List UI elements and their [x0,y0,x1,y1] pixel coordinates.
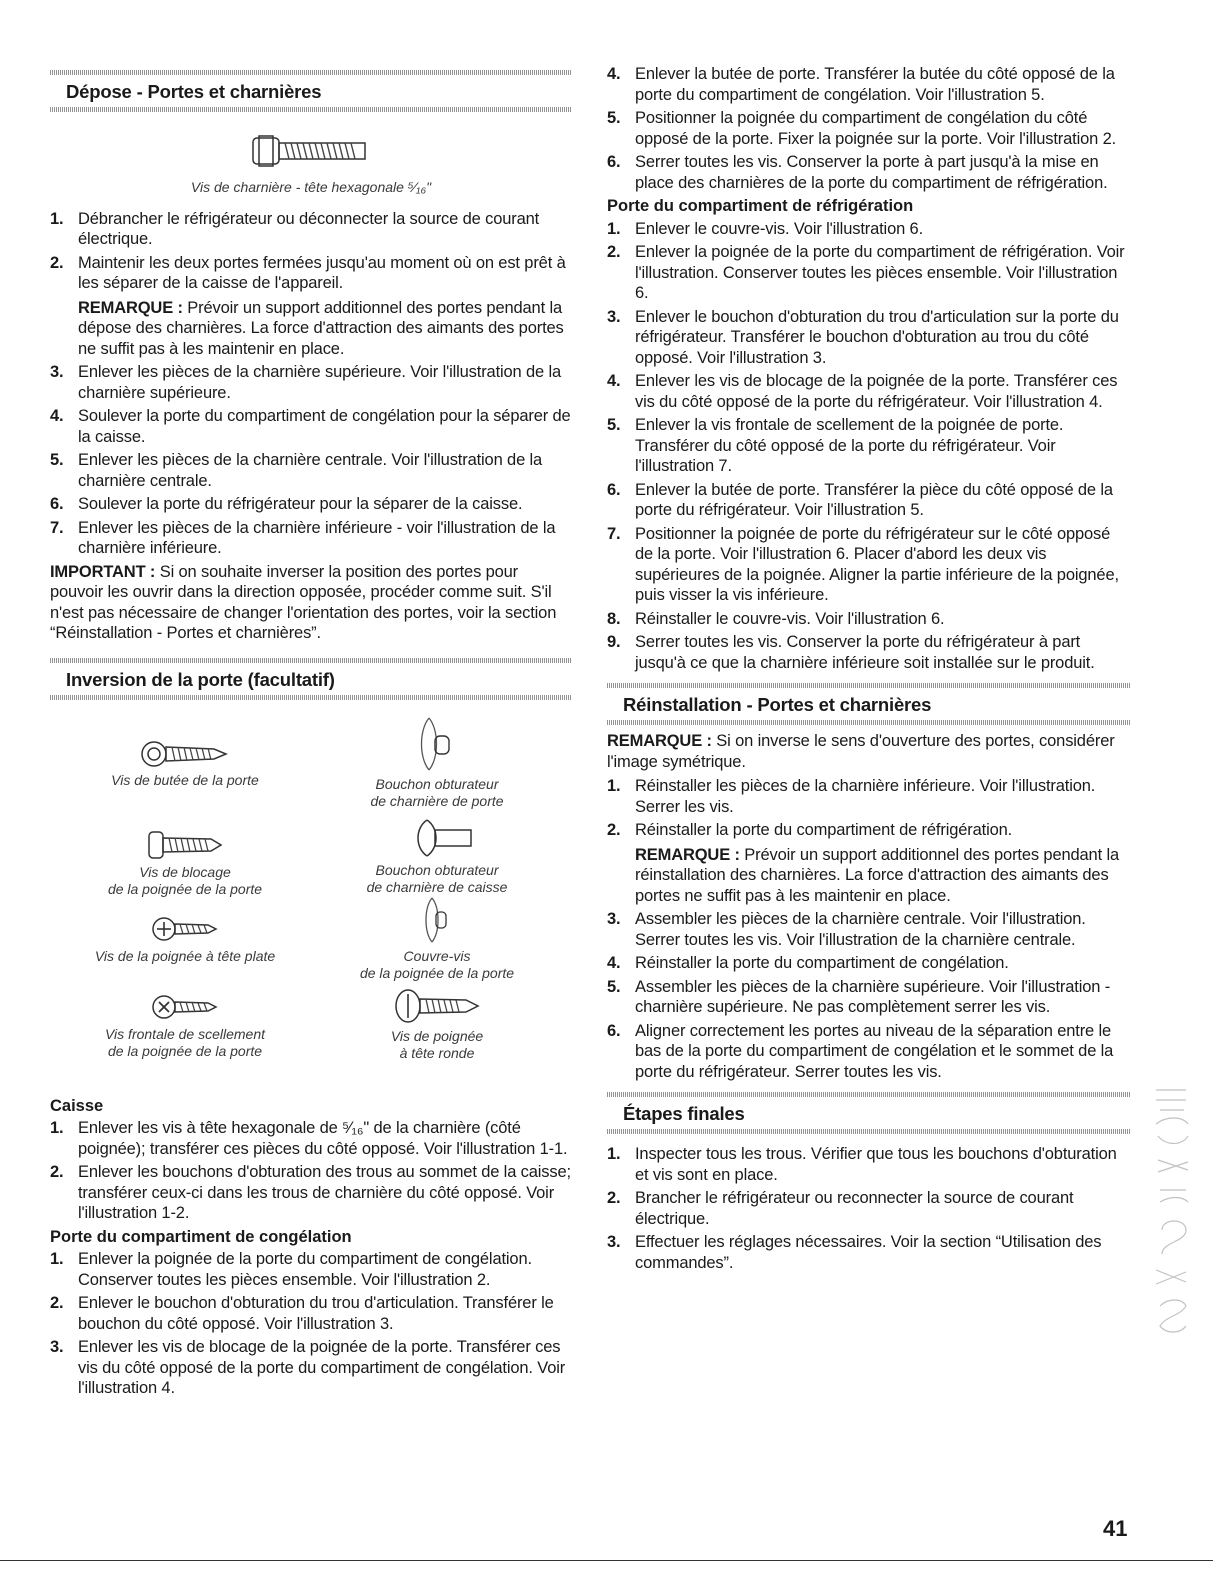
front-seal-screw-part: Vis frontale de scellement de la poignée de la porte [60,992,310,1061]
bottom-rule [0,1560,1213,1561]
door-stop-screw-icon [140,740,230,768]
door-hinge-plug-part: Bouchon obturateur de charnière de porte [312,716,562,811]
list-item: 3. Effectuer les réglages nécessaires. Voir la section “Utilisation des commandes”. [607,1233,1102,1272]
hex-hinge-screw-figure [50,134,572,197]
round-head-screw-icon [392,988,482,1024]
cabinet-plug-icon [397,818,477,858]
list-item: 5. Enlever la vis frontale de scellement de la poignée de porte. Transférer du côté opposé de la porte du réfrigérateur. Voir l'illustration 7. [607,416,1064,475]
remarque-note: REMARQUE : Prévoir un support additionnel des portes pendant la dépose des charnières. La force d'attraction des aimants des portes ne suffit pas à les maintenir en place. [78,298,564,358]
depose-title: Dépose - Portes et charnières [66,81,322,102]
section-rule [50,70,572,75]
list-item: 4. Réinstaller la porte du compartiment de congélation. [607,954,1009,972]
flat-head-handle-screw-part: Vis de la poignée à tête plate [60,914,310,966]
reinstallation-steps [607,776,1130,1082]
round-head-handle-screw-part: Vis de poignée à tête ronde [312,988,562,1063]
caisse-heading: Caisse [50,1096,104,1115]
list-item: 5. Positionner la poignée du compartiment de congélation du côté opposé de la porte. Fixer la poignée sur la porte. Voir l'illustration 2. [607,109,1117,148]
list-item: 3. Enlever les vis de blocage de la poignée de la porte. Transférer ces vis du côté opposé de la porte du compartiment de congélation. Voir l'illustration 4. [50,1338,566,1397]
list-item: 5. Enlever les pièces de la charnière centrale. Voir l'illustration de la charnière centrale. [50,451,543,490]
list-item: 6. Enlever la butée de porte. Transférer la pièce du côté opposé de la porte du réfrigérateur. Voir l'illustration 5. [607,480,1113,519]
screw-cover-icon [422,896,452,944]
reinstallation-title: Réinstallation - Portes et charnières [623,694,932,715]
list-item: 3. Enlever le bouchon d'obturation du trou d'articulation sur la porte du réfrigérateur. Transférer le bouchon d'obturation au trou du côté opposé. Voir l'illustration 3. [607,307,1119,367]
list-item: 2. Enlever les bouchons d'obturation des trous au sommet de la caisse; transférer ceux-ci dans les trous de charnière du côté opposé. Voir l'illustration 1-2. [50,1163,571,1222]
refrigeration-steps [607,219,1130,674]
side-watermark-graphic [1150,1080,1198,1350]
list-item: 1. Réinstaller les pièces de la charnière inférieure. Voir l'illustration. Serrer les vis. [607,777,1096,816]
list-item: 2. Maintenir les deux portes fermées jusqu'au moment où on est prêt à les séparer de la caisse de l'appareil. REMARQUE : Prévoir un support additionnel des portes pendant la dépose des charnières. La force d'attraction des aimants des portes ne suffit pas à les maintenir en place. [50,253,572,360]
list-item: 2. Brancher le réfrigérateur ou reconnecter la source de courant électrique. [607,1189,1074,1228]
list-item: 4. Soulever la porte du compartiment de congélation pour la séparer de la caisse. [50,407,571,446]
list-item: 2. Enlever la poignée de la porte du compartiment de réfrigération. Voir l'illustration. Conserver toutes les pièces ensemble. Voir l'illustration 6. [607,243,1125,302]
parts-illustrations [50,700,572,1080]
left-column [50,0,572,1402]
section-rule [50,107,572,112]
remarque-note: REMARQUE : Prévoir un support additionnel des portes pendant la réinstallation des charnières. La force d'attraction des aimants des portes ne suffit pas à les maintenir en place. [635,845,1119,905]
congelation-steps-left [50,1249,572,1399]
list-item: 8. Réinstaller le couvre-vis. Voir l'illustration 6. [607,609,945,628]
hinge-plug-icon [417,716,457,772]
congelation-steps-right [607,64,1130,193]
section-rule [607,683,1130,688]
hex-screw-caption: Vis de charnière - tête hexagonale ⁵⁄₁₆" [190,179,432,195]
inversion-title: Inversion de la porte (facultatif) [66,668,335,690]
right-column [607,0,1130,1276]
door-handle-lock-screw-part: Vis de blocage de la poignée de la porte [60,830,310,899]
list-item: 3. Assembler les pièces de la charnière centrale. Voir l'illustration. Serrer toutes les vis. Voir l'illustration de la charnière centrale. [607,910,1086,949]
door-stop-screw-part: Vis de butée de la porte [60,740,310,790]
handle-screw-cover-part: Couvre-vis de la poignée de la porte [312,896,562,983]
caisse-steps [50,1118,572,1224]
list-item: 9. Serrer toutes les vis. Conserver la porte du réfrigérateur à part jusqu'à ce que la charnière inférieure soit installée sur le produit. [607,633,1095,672]
refrigeration-heading: Porte du compartiment de réfrigération [607,197,914,215]
list-item: 7. Enlever les pièces de la charnière inférieure - voir l'illustration de la charnière inférieure. [50,518,556,557]
list-item: 2. Enlever le bouchon d'obturation du trou d'articulation. Transférer le bouchon du côté opposé. Voir l'illustration 3. [50,1294,554,1333]
reinstallation-remarque: REMARQUE : Si on inverse le sens d'ouverture des portes, considérer l'image symétrique. [607,732,1115,771]
list-item: 1. Débrancher le réfrigérateur ou déconnecter la source de courant électrique. [50,209,540,248]
page-number: 41 [1103,1516,1128,1541]
section-rule [607,1129,1130,1134]
flat-head-screw-icon [150,914,220,944]
depose-steps [50,209,572,559]
hex-screw-icon [251,134,371,168]
list-item: 1. Enlever le couvre-vis. Voir l'illustration 6. [607,219,924,238]
cabinet-hinge-plug-part: Bouchon obturateur de charnière de caisse [312,818,562,897]
etapes-title: Étapes finales [623,1103,745,1124]
list-item: 3. Enlever les pièces de la charnière supérieure. Voir l'illustration de la charnière supérieure. [50,363,562,402]
section-rule [607,720,1130,725]
list-item: 7. Positionner la poignée de porte du réfrigérateur sur le côté opposé de la porte. Voir l'illustration 6. Placer d'abord les deux vis supérieures de la poignée. Aligner la partie inférieure de la poignée, puis visser la vis inférieure. [607,524,1119,604]
list-item: 2. Réinstaller la porte du compartiment de réfrigération. REMARQUE : Prévoir un support additionnel des portes pendant la réinstallation des charnières. La force d'attraction des aimants des portes ne suffit pas à les maintenir en place. [607,820,1130,906]
list-item: 6. Aligner correctement les portes au niveau de la séparation entre le bas de la porte du compartiment de congélation et le sommet de la porte du réfrigérateur. Serrer toutes les vis. [607,1021,1114,1081]
list-item: 5. Assembler les pièces de la charnière supérieure. Voir l'illustration - charnière supérieure. Ne pas complètement serrer les vis. [607,977,1111,1016]
important-paragraph: IMPORTANT : Si on souhaite inverser la position des portes pour pouvoir les ouvrir dans la direction opposée, procéder comme suit. S'il n'est pas nécessaire de changer l'orientation des portes, voir la section “Réinstallation - Portes et charnières”. [50,562,557,642]
list-item: 1. Enlever la poignée de la porte du compartiment de congélation. Conserver toutes les pièces ensemble. Voir l'illustration 2. [50,1250,532,1289]
lock-screw-icon [145,830,225,860]
congelation-heading: Porte du compartiment de congélation [50,1227,352,1246]
list-item: 1. Enlever les vis à tête hexagonale de ⁵⁄₁₆" de la charnière (côté poignée); transférer ces pièces du côté opposé. Voir l'illustration 1-1. [50,1119,568,1158]
list-item: 4. Enlever la butée de porte. Transférer la butée du côté opposé de la porte du compartiment de congélation. Voir l'illustration 5. [607,65,1115,104]
list-item: 4. Enlever les vis de blocage de la poignée de la porte. Transférer ces vis du côté opposé de la porte du réfrigérateur. Voir l'illustration 4. [607,372,1118,411]
etapes-steps [607,1144,1130,1273]
list-item: 6. Serrer toutes les vis. Conserver la porte à part jusqu'à la mise en place des charnières de la porte du compartiment de réfrigération. [607,153,1108,192]
section-rule [607,1092,1130,1097]
seal-screw-icon [150,992,220,1022]
section-rule [50,658,572,663]
list-item: 1. Inspecter tous les trous. Vérifier que tous les bouchons d'obturation et vis sont en place. [607,1145,1117,1184]
list-item: 6. Soulever la porte du réfrigérateur pour la séparer de la caisse. [50,495,523,513]
